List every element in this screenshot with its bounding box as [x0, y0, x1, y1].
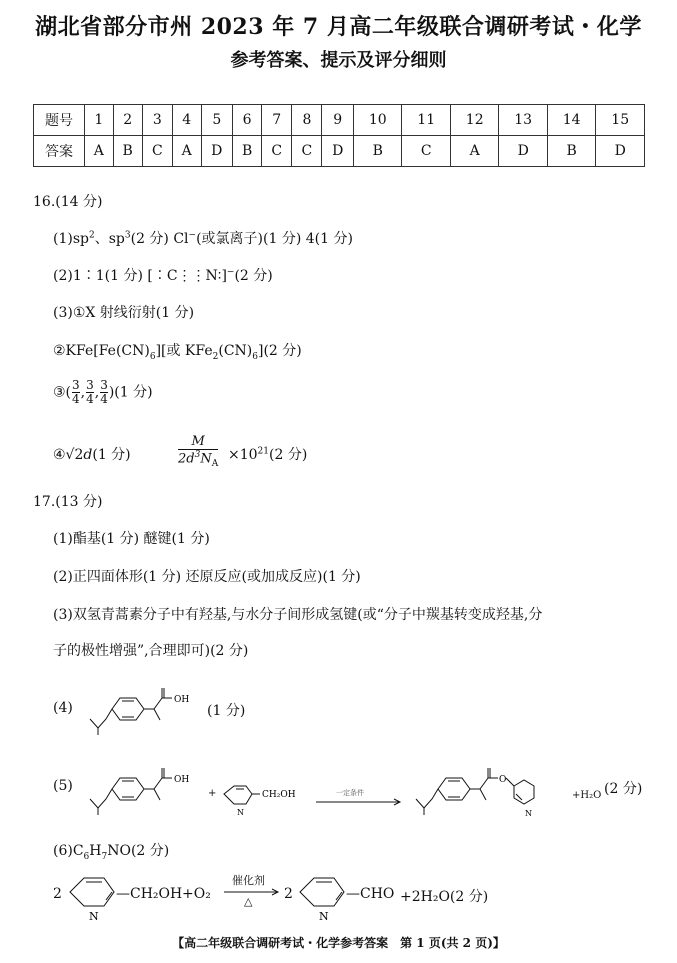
- question-number-cell: 3: [142, 105, 172, 136]
- water-product: +H₂O: [572, 790, 602, 801]
- q17-part6: $(6)C_6H_7NO(2$ 分): [53, 843, 170, 862]
- answer-cell: D: [322, 136, 354, 167]
- ester-product-structure: [414, 764, 574, 824]
- q17-part4-label: (4): [53, 700, 73, 716]
- question-number-cell: 13: [499, 105, 547, 136]
- q17-part4-score: (1 分): [207, 703, 246, 719]
- density-formula: M $2d^3N_A$: [178, 434, 219, 469]
- answer-cell: B: [113, 136, 142, 167]
- equation-tail: +2H₂O(2 分): [400, 889, 489, 905]
- q17-part3-line1: (3)双氢青蒿素分子中有羟基,与水分子间形成氢键(或“分子中羰基转变成羟基,分: [53, 607, 543, 623]
- answer-cell: B: [233, 136, 262, 167]
- page-footer: 【高二年级联合调研考试・化学参考答案 第 1 页(共 2 页)】: [172, 936, 505, 950]
- question-number-row: [34, 105, 645, 136]
- nitrogen-label: N: [525, 809, 532, 818]
- answer-row: [34, 136, 645, 167]
- pyridine-ring: [294, 870, 354, 926]
- pyridine-methanol-structure: [220, 782, 320, 822]
- answer-cell: D: [201, 136, 233, 167]
- q16-part2: (2)1∶1(1 分) [∶C⋮⋮N∶]−(2 分): [53, 267, 273, 284]
- fraction: $\frac{3}{4}$: [86, 378, 94, 406]
- q16-part4-tail: $\times 10^{21}(2$ 分): [228, 446, 308, 463]
- answer-cell: C: [142, 136, 172, 167]
- equation-coefficient: 2: [284, 886, 293, 902]
- q16-part3b: $②KFe[Fe(CN)_6]$[或 $KFe_2(CN)_6](2$ 分): [53, 343, 302, 362]
- question-number-cell: 11: [402, 105, 450, 136]
- nitrogen-label: N: [319, 910, 329, 923]
- question-number-cell: 7: [262, 105, 292, 136]
- answer-cell: A: [172, 136, 201, 167]
- nitrogen-label: N: [89, 910, 99, 923]
- answer-cell: C: [292, 136, 322, 167]
- ester-oxygen-label: O: [499, 775, 507, 785]
- answer-table: [33, 104, 645, 167]
- question-number-cell: 2: [113, 105, 142, 136]
- q17-part2: (2)正四面体形(1 分) 还原反应(或加成反应)(1 分): [53, 569, 361, 585]
- equation-coefficient: 2: [53, 886, 62, 902]
- oxygen-reactant: +O₂: [182, 886, 211, 902]
- reaction-condition: 一定条件: [336, 789, 364, 797]
- q17-part3-line2: 子的极性增强”,合理即可)(2 分): [53, 643, 249, 659]
- question-number-cell: 14: [547, 105, 595, 136]
- q17-part5-score: (2 分): [604, 781, 643, 797]
- ch2oh-label: CH₂OH: [262, 790, 296, 800]
- answer-cell: B: [547, 136, 595, 167]
- question-number-cell: 6: [233, 105, 262, 136]
- answer-cell: A: [85, 136, 114, 167]
- question-number-cell: 1: [85, 105, 114, 136]
- plus-sign: +: [208, 788, 217, 799]
- heat-symbol: △: [244, 895, 253, 908]
- ibuprofen-structure: [88, 764, 208, 820]
- q17-part1: (1)酯基(1 分) 醚键(1 分): [53, 531, 210, 547]
- ibuprofen-structure: [88, 684, 208, 740]
- question-number-cell: 10: [353, 105, 401, 136]
- answer-cell: A: [450, 136, 498, 167]
- ch2oh-group: —CH₂OH: [116, 886, 183, 902]
- question-number-cell: 4: [172, 105, 201, 136]
- row-label: 答案: [34, 136, 85, 167]
- answer-cell: D: [499, 136, 547, 167]
- answer-cell: D: [596, 136, 645, 167]
- fraction: $\frac{3}{4}$: [100, 378, 108, 406]
- q16-part4: ④√2d(1 分): [53, 447, 131, 463]
- question-number-cell: 9: [322, 105, 354, 136]
- q17-heading: 17.(13 分): [33, 494, 103, 510]
- catalyst-label: 催化剂: [232, 874, 265, 887]
- q17-part5-label: (5): [53, 778, 73, 794]
- reaction-arrow: [316, 798, 406, 806]
- reaction-arrow: [224, 888, 284, 896]
- fraction: $\frac{3}{4}$: [72, 378, 80, 406]
- page-title: 湖北省部分市州 2023 年 7 月高二年级联合调研考试・化学: [35, 14, 642, 40]
- answer-cell: C: [402, 136, 450, 167]
- page-subtitle: 参考答案、提示及评分细则: [230, 50, 447, 71]
- cho-group: —CHO: [346, 886, 395, 902]
- question-number-cell: 8: [292, 105, 322, 136]
- row-label: 题号: [34, 105, 85, 136]
- q16-part1: $(1)sp^2$、$sp^3(2$ 分) Cl−(或氯离子)(1 分) 4(1 分): [53, 230, 353, 247]
- hydroxyl-label: OH: [174, 695, 190, 705]
- answer-cell: B: [353, 136, 401, 167]
- q16-part3c: ③( $\frac{3}{4}$ , $\frac{3}{4}$ , $\frac{3}{4}$ )(1 分): [53, 378, 153, 406]
- nitrogen-label: N: [237, 808, 244, 817]
- hydroxyl-label: OH: [174, 775, 190, 785]
- q16-heading: 16.(14 分): [33, 194, 103, 210]
- question-number-cell: 15: [596, 105, 645, 136]
- question-number-cell: 12: [450, 105, 498, 136]
- answer-cell: C: [262, 136, 292, 167]
- q16-part3: (3)①X 射线衍射(1 分): [53, 305, 195, 321]
- question-number-cell: 5: [201, 105, 233, 136]
- pyridine-ring: [64, 870, 124, 926]
